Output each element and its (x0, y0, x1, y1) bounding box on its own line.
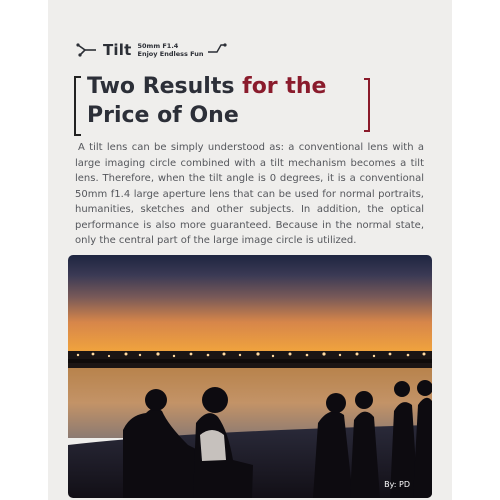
body-paragraph: A tilt lens can be simply understood as: a conventional lens with a large imaging circle combined with a tilt mechanism becomes a tilt lens. Therefore, when the tilt angle is 0 degrees, it is a conventional 50mm f1.4 large aperture lens that can be used for normal portraits, humanities, sketches and other subjects. In addition, the optical performance is also more guaranteed. Because in the normal state, only the central part of the large image circle is utilized. (75, 142, 424, 246)
brand-header (76, 40, 227, 60)
product-sheet (48, 0, 452, 500)
title-line1-plain: Two Results (87, 74, 243, 99)
photo-credit (384, 480, 410, 489)
tilt-logo-icon (76, 43, 98, 57)
headline-block (74, 74, 354, 134)
sunset-scene-image (68, 255, 432, 498)
brand-tail-icon (207, 40, 227, 54)
sample-photo (68, 255, 432, 498)
brand-tagline: Enjoy Endless Fun (137, 50, 204, 58)
bracket-left (74, 76, 81, 136)
title-line2: Price of One (87, 103, 239, 128)
brand-name: Tilt (103, 41, 132, 59)
title-line1-accent: for the (242, 74, 327, 99)
brand-meta (138, 42, 204, 58)
credit-label: By: (384, 480, 397, 489)
page-title (87, 72, 377, 130)
brand-spec: 50mm F1.4 (137, 42, 179, 50)
credit-name: PD (399, 480, 410, 489)
bracket-right (364, 78, 370, 132)
